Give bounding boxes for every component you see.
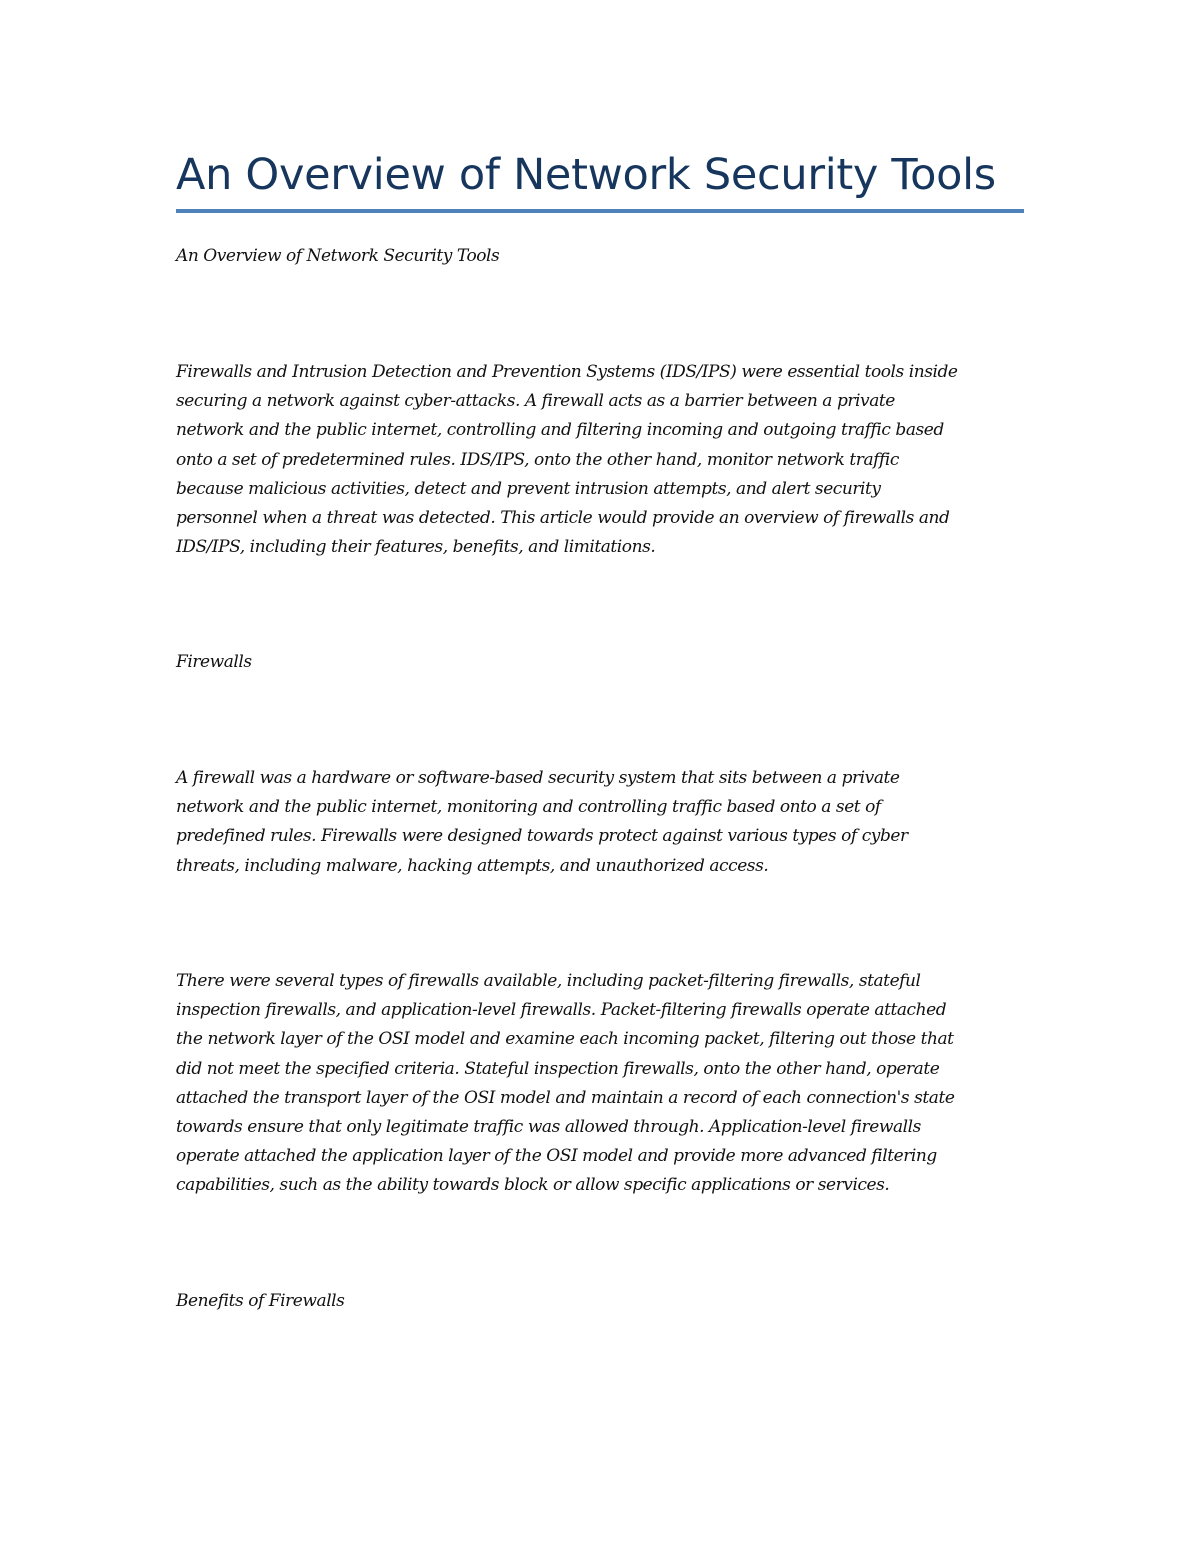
intro-line: network and the public internet, controlling and filtering incoming and outgoing traffic based bbox=[176, 420, 944, 441]
paragraph-line: threats, including malware, hacking attempts, and unauthorized access. bbox=[176, 855, 769, 876]
paragraph-line: There were several types of firewalls available, including packet-filtering firewalls, stateful bbox=[176, 971, 921, 991]
paragraph-line: attached the transport layer of the OSI model and maintain a record of each connection's state bbox=[176, 1087, 955, 1108]
paragraph-line: predefined rules. Firewalls were designed towards protect against various types of cyber bbox=[176, 826, 908, 847]
document-title: An Overview of Network Security Tools bbox=[176, 150, 996, 200]
intro-line: because malicious activities, detect and prevent intrusion attempts, and alert security bbox=[176, 478, 881, 499]
paragraph-line: did not meet the specified criteria. Stateful inspection firewalls, onto the other hand, operate bbox=[176, 1058, 940, 1079]
paragraph-line: capabilities, such as the ability towards block or allow specific applications or services. bbox=[176, 1175, 890, 1196]
paragraph-line: network and the public internet, monitoring and controlling traffic based onto a set of bbox=[176, 797, 881, 818]
title-underline bbox=[176, 209, 1024, 213]
intro-line: Firewalls and Intrusion Detection and Prevention Systems (IDS/IPS) were essential tools inside bbox=[176, 362, 958, 382]
section-heading-benefits: Benefits of Firewalls bbox=[176, 1291, 345, 1311]
paragraph-line: towards ensure that only legitimate traffic was allowed through. Application-level firewalls bbox=[176, 1117, 921, 1138]
intro-line: personnel when a threat was detected. This article would provide an overview of firewalls and bbox=[176, 508, 950, 529]
intro-paragraph bbox=[176, 358, 1036, 562]
firewall-definition-paragraph bbox=[176, 764, 1036, 881]
firewall-types-paragraph bbox=[176, 967, 1036, 1201]
intro-line: securing a network against cyber-attacks. A firewall acts as a barrier between a private bbox=[176, 391, 895, 412]
paragraph-line: the network layer of the OSI model and examine each incoming packet, filtering out those that bbox=[176, 1029, 954, 1050]
paragraph-line: A firewall was a hardware or software-based security system that sits between a private bbox=[176, 768, 900, 788]
paragraph-line: inspection firewalls, and application-level firewalls. Packet-filtering firewalls operate attached bbox=[176, 1000, 947, 1021]
intro-line: onto a set of predetermined rules. IDS/IPS, onto the other hand, monitor network traffic bbox=[176, 449, 899, 470]
paragraph-line: operate attached the application layer of the OSI model and provide more advanced filtering bbox=[176, 1146, 937, 1167]
intro-line: IDS/IPS, including their features, benefits, and limitations. bbox=[176, 537, 656, 558]
section-heading-firewalls: Firewalls bbox=[176, 652, 252, 672]
subtitle: An Overview of Network Security Tools bbox=[176, 246, 500, 266]
